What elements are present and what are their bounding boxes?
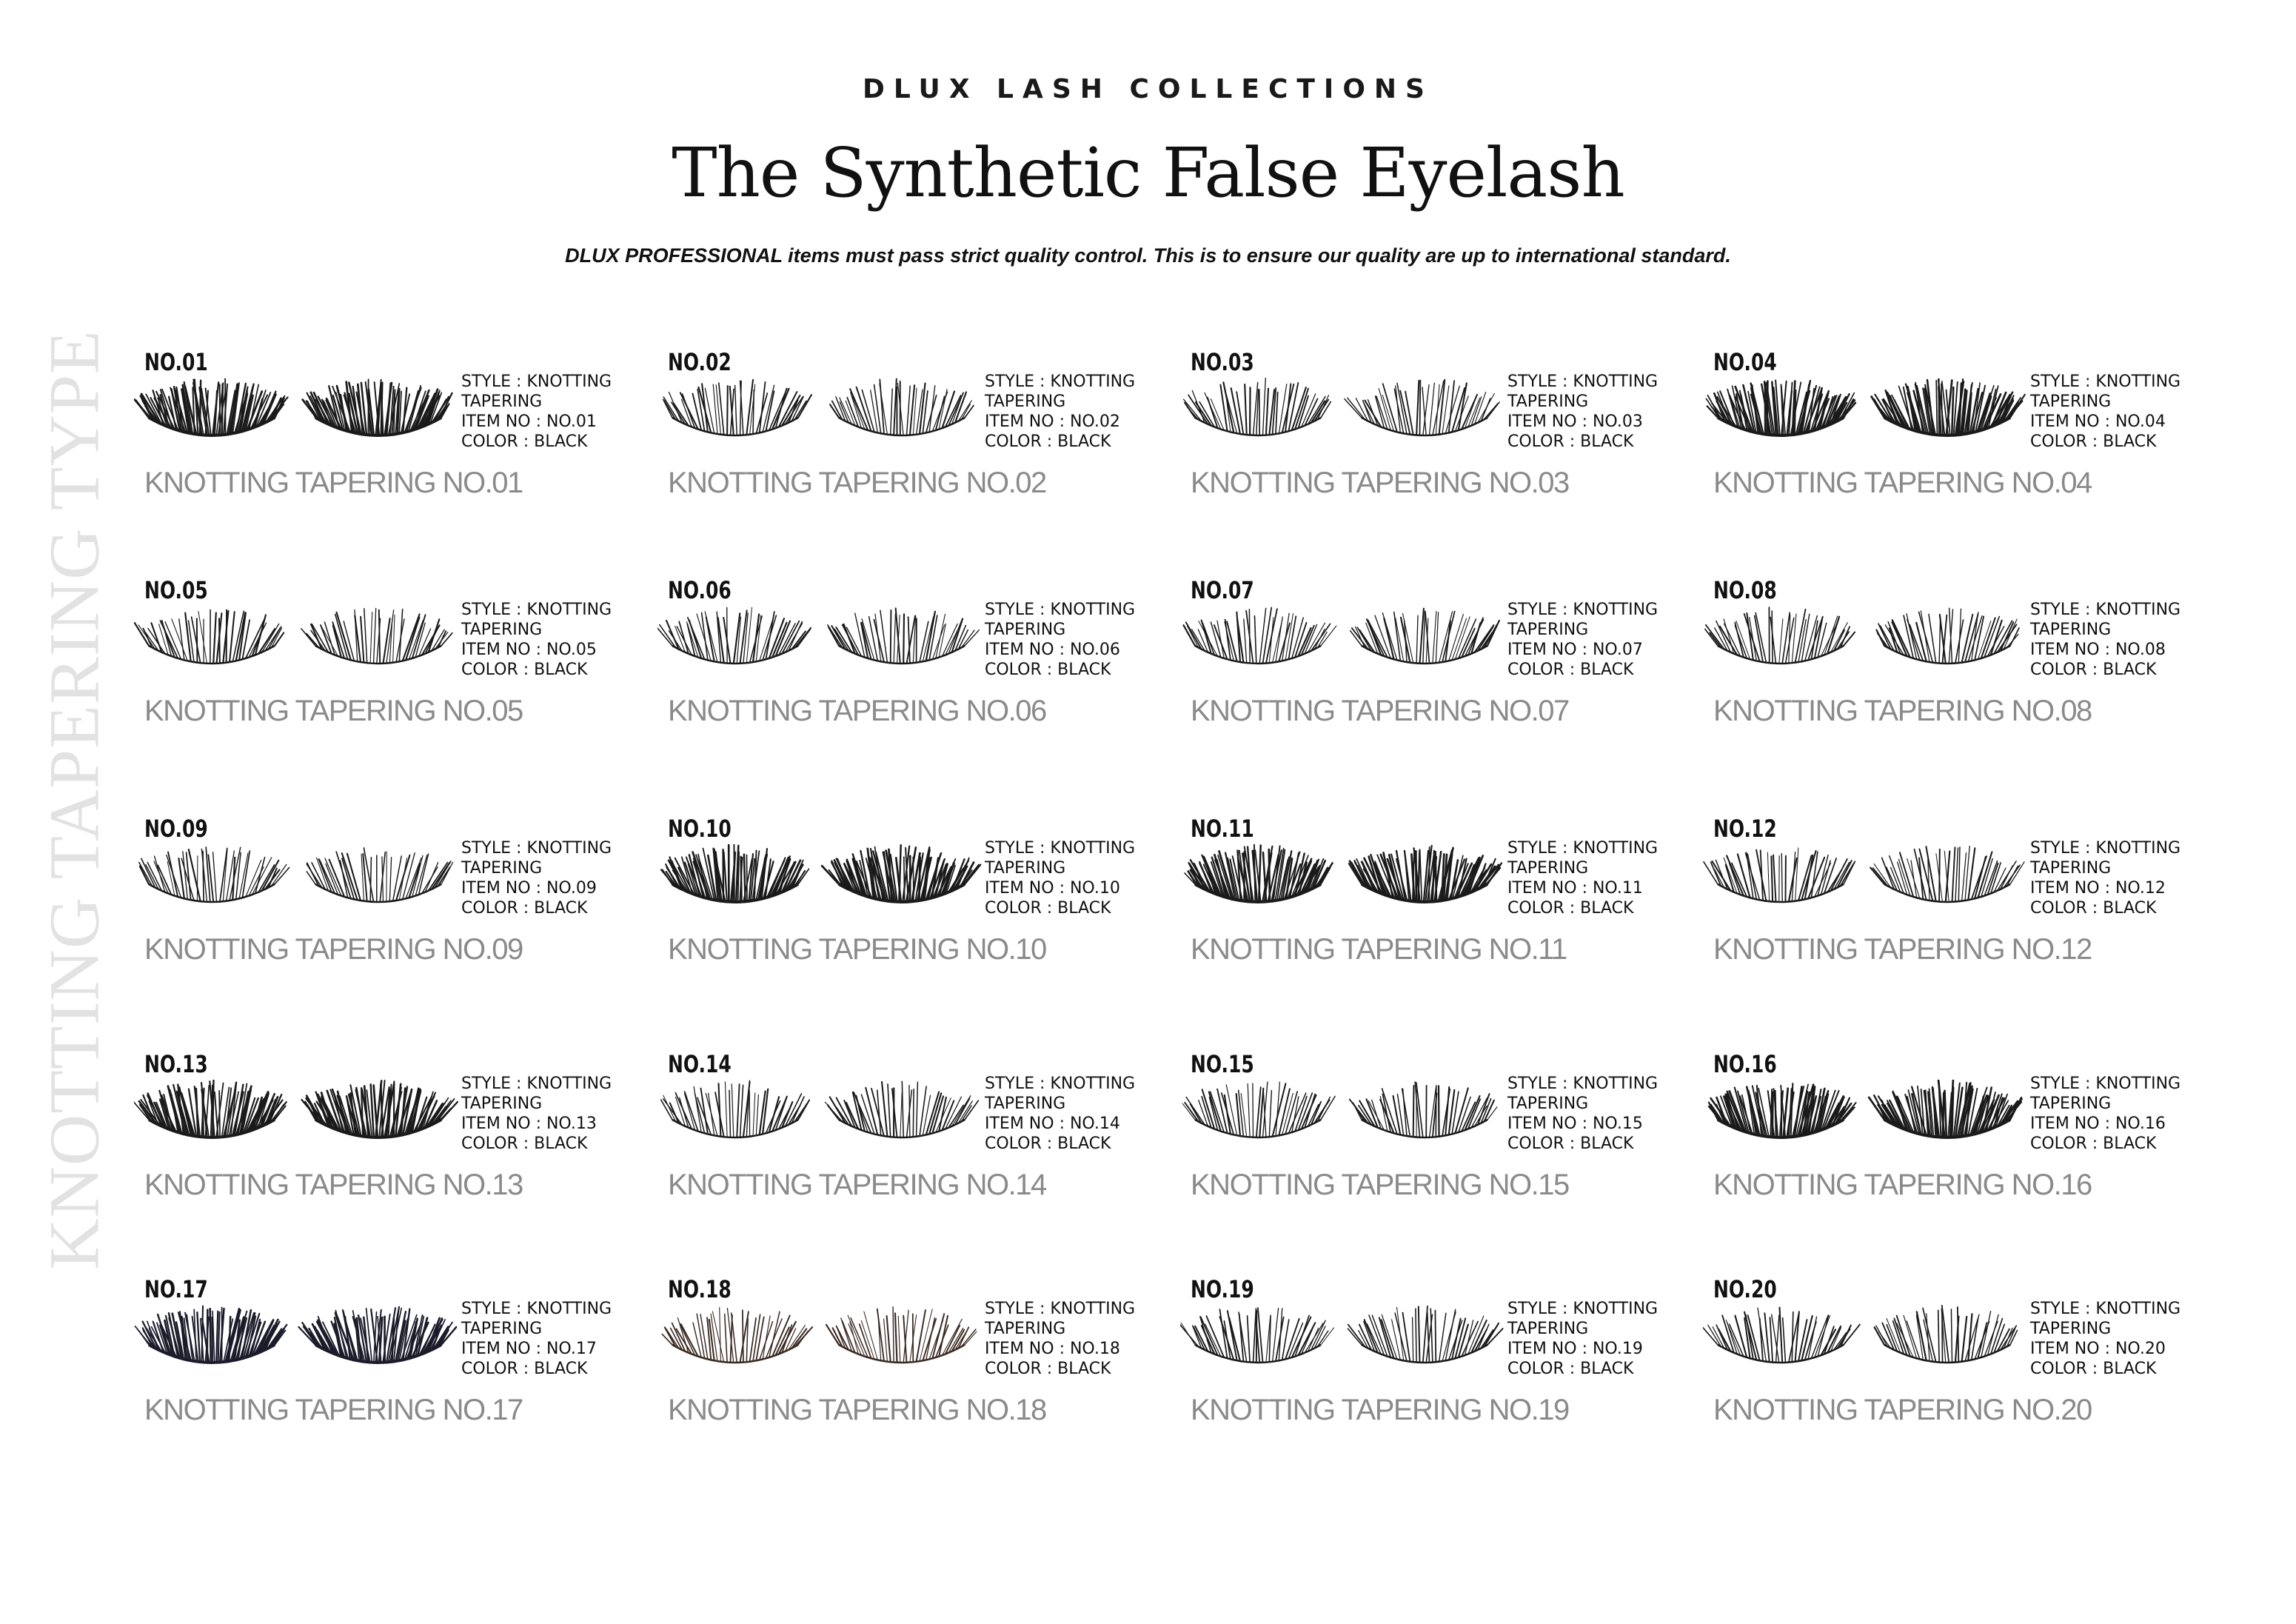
lash-strip-image [1870,846,2024,903]
lash-strip-image [1872,379,2025,435]
spec-style2: TAPERING [1507,859,1589,878]
product-caption: KNOTTING TAPERING NO.14 [668,1169,1046,1201]
spec-item: ITEM NO : NO.14 [985,1115,1120,1133]
spec-style2: TAPERING [1507,392,1589,411]
product-number: NO.07 [1191,576,1254,604]
product-card [1713,576,2217,754]
lash-pair-image [657,378,983,459]
lash-strip-image [1345,380,1499,435]
spec-style2: TAPERING [985,621,1066,639]
quality-statement: DLUX PROFESSIONAL items must pass strict quality control. This is to ensure our quality are up to international standard. [565,244,1731,267]
spec-style: STYLE : KNOTTING [461,1300,612,1318]
lash-strip-image [830,379,974,435]
spec-style2: TAPERING [2030,1095,2112,1113]
product-caption: KNOTTING TAPERING NO.13 [144,1169,523,1201]
lash-strip-image [825,1081,978,1137]
spec-style2: TAPERING [461,859,543,878]
product-specs [1507,838,1658,918]
spec-style2: TAPERING [2030,1320,2112,1338]
spec-item: ITEM NO : NO.07 [1507,641,1643,659]
product-number: NO.10 [668,815,732,843]
product-card [668,348,1171,526]
product-caption: KNOTTING TAPERING NO.01 [144,467,523,499]
product-number: NO.05 [144,576,208,604]
lash-pair-image [1703,1080,2029,1161]
spec-style2: TAPERING [461,621,543,639]
product-card [144,576,648,754]
product-caption: KNOTTING TAPERING NO.19 [1191,1394,1569,1426]
product-number: NO.04 [1713,348,1777,376]
spec-style: STYLE : KNOTTING [985,601,1136,619]
spec-style2: TAPERING [1507,1320,1589,1338]
product-number: NO.12 [1713,815,1777,843]
lash-strip-image [1876,608,2019,664]
lash-pair-image [134,378,460,459]
spec-style: STYLE : KNOTTING [461,372,612,391]
spec-style2: TAPERING [2030,621,2112,639]
product-specs [2030,600,2180,680]
lash-strip-image [661,844,809,902]
spec-color: COLOR : BLACK [461,432,588,451]
lash-strip-image [1704,848,1855,902]
lash-pair-image [1703,606,2029,687]
product-number: NO.09 [144,815,208,843]
product-card [1191,348,1694,526]
lash-pair-image [1180,844,1506,926]
spec-color: COLOR : BLACK [1507,1360,1634,1378]
spec-style2: TAPERING [985,392,1066,411]
spec-style2: TAPERING [1507,621,1589,639]
spec-color: COLOR : BLACK [985,1135,1111,1153]
product-specs [461,600,612,680]
lash-strip-image [1184,608,1336,664]
lash-strip-image [135,379,288,436]
lash-strip-image [1185,844,1333,902]
spec-item: ITEM NO : NO.17 [461,1340,597,1358]
spec-item: ITEM NO : NO.11 [1507,879,1643,898]
spec-style: STYLE : KNOTTING [461,839,612,858]
product-specs [461,1299,612,1379]
product-card [1191,1050,1694,1228]
spec-color: COLOR : BLACK [2030,661,2157,679]
spec-item: ITEM NO : NO.16 [2030,1115,2166,1133]
product-card [1191,576,1694,754]
page-title: The Synthetic False Eyelash [672,133,1624,213]
spec-item: ITEM NO : NO.09 [461,879,597,898]
product-specs [2030,838,2180,918]
spec-color: COLOR : BLACK [461,899,588,918]
lash-strip-image [1703,1308,1860,1363]
side-category-label: KNOTTING TAPERING TYPE [34,330,114,1270]
product-specs [461,372,612,452]
product-caption: KNOTTING TAPERING NO.10 [668,933,1046,966]
product-card [1713,348,2217,526]
spec-style: STYLE : KNOTTING [461,1075,612,1093]
spec-color: COLOR : BLACK [461,1360,588,1378]
spec-style: STYLE : KNOTTING [461,601,612,619]
spec-color: COLOR : BLACK [985,1360,1111,1378]
spec-item: ITEM NO : NO.12 [2030,879,2166,898]
lash-pair-image [657,844,983,926]
spec-style: STYLE : KNOTTING [2030,372,2181,391]
product-number: NO.14 [668,1050,732,1078]
spec-style: STYLE : KNOTTING [985,839,1136,858]
lash-strip-image [1184,378,1331,435]
product-card [668,1050,1171,1228]
spec-item: ITEM NO : NO.08 [2030,641,2166,659]
product-card [144,1050,648,1228]
lash-pair-image [1180,1080,1506,1161]
spec-style: STYLE : KNOTTING [2030,601,2181,619]
spec-item: ITEM NO : NO.04 [2030,412,2166,431]
spec-item: ITEM NO : NO.13 [461,1115,597,1133]
product-card [1191,815,1694,992]
lash-strip-image [307,848,452,902]
spec-color: COLOR : BLACK [985,661,1111,679]
lash-strip-image [1705,607,1855,664]
spec-style2: TAPERING [461,1095,543,1113]
lash-strip-image [1709,1083,1856,1137]
product-number: NO.18 [668,1275,732,1303]
spec-style: STYLE : KNOTTING [1507,372,1659,391]
product-specs [1507,600,1658,680]
lash-strip-image [303,379,452,435]
product-card [144,1275,648,1453]
spec-style: STYLE : KNOTTING [2030,1300,2181,1318]
lash-strip-image [1351,609,1499,664]
lash-strip-image [1180,1308,1334,1363]
lash-pair-image [657,606,983,687]
lash-pair-image [134,1305,460,1386]
spec-color: COLOR : BLACK [2030,1135,2157,1153]
product-specs [461,1074,612,1154]
spec-color: COLOR : BLACK [1507,899,1634,918]
lash-pair-image [1703,378,2029,459]
lash-strip-image [661,1080,809,1137]
product-caption: KNOTTING TAPERING NO.09 [144,933,523,966]
spec-item: ITEM NO : NO.02 [985,412,1120,431]
spec-item: ITEM NO : NO.19 [1507,1340,1643,1358]
product-caption: KNOTTING TAPERING NO.06 [668,695,1046,727]
spec-style: STYLE : KNOTTING [985,1300,1136,1318]
lash-pair-image [1180,1305,1506,1386]
spec-style: STYLE : KNOTTING [1507,601,1659,619]
product-number: NO.19 [1191,1275,1254,1303]
spec-style: STYLE : KNOTTING [1507,1075,1659,1093]
product-card [1713,815,2217,992]
spec-item: ITEM NO : NO.15 [1507,1115,1643,1133]
spec-color: COLOR : BLACK [2030,899,2157,918]
lash-pair-image [134,606,460,687]
lash-pair-image [1180,606,1506,687]
spec-item: ITEM NO : NO.10 [985,879,1120,898]
product-card [668,1275,1171,1453]
spec-color: COLOR : BLACK [985,432,1111,451]
lash-strip-image [135,1306,287,1363]
spec-item: ITEM NO : NO.06 [985,641,1120,659]
spec-style: STYLE : KNOTTING [985,372,1136,391]
product-caption: KNOTTING TAPERING NO.08 [1713,695,2092,727]
lash-strip-image [828,608,980,664]
brand-heading: DLUX LASH COLLECTIONS [863,74,1433,104]
product-card [668,576,1171,754]
product-caption: KNOTTING TAPERING NO.20 [1713,1394,2092,1426]
spec-item: ITEM NO : NO.18 [985,1340,1120,1358]
lash-pair-image [1703,1305,2029,1386]
spec-color: COLOR : BLACK [461,661,588,679]
product-caption: KNOTTING TAPERING NO.02 [668,467,1046,499]
product-specs [985,838,1135,918]
product-specs [461,838,612,918]
product-number: NO.03 [1191,348,1254,376]
spec-style2: TAPERING [985,859,1066,878]
spec-color: COLOR : BLACK [2030,1360,2157,1378]
lash-strip-image [1869,1080,2022,1137]
lash-pair-image [1703,844,2029,926]
product-number: NO.06 [668,576,732,604]
product-specs [985,600,1135,680]
product-card [1191,1275,1694,1453]
product-caption: KNOTTING TAPERING NO.15 [1191,1169,1569,1201]
product-number: NO.13 [144,1050,208,1078]
product-card [1713,1050,2217,1228]
product-number: NO.17 [144,1275,208,1303]
product-specs [2030,1299,2180,1379]
product-specs [985,1074,1135,1154]
product-caption: KNOTTING TAPERING NO.17 [144,1394,523,1426]
lash-pair-image [657,1305,983,1386]
lash-pair-image [657,1080,983,1161]
spec-color: COLOR : BLACK [2030,432,2157,451]
spec-item: ITEM NO : NO.01 [461,412,597,431]
spec-style2: TAPERING [461,1320,543,1338]
lash-strip-image [662,1308,812,1363]
lash-strip-image [1349,846,1502,902]
lash-strip-image [1875,1306,2018,1363]
spec-item: ITEM NO : NO.05 [461,641,597,659]
lash-strip-image [1706,381,1855,436]
spec-style2: TAPERING [985,1320,1066,1338]
spec-style2: TAPERING [985,1095,1066,1113]
product-card [144,815,648,992]
product-caption: KNOTTING TAPERING NO.11 [1191,933,1567,966]
product-specs [1507,372,1658,452]
spec-item: ITEM NO : NO.20 [2030,1340,2166,1358]
product-caption: KNOTTING TAPERING NO.18 [668,1394,1046,1426]
product-caption: KNOTTING TAPERING NO.04 [1713,467,2092,499]
lash-strip-image [1350,1082,1497,1137]
lash-strip-image [657,607,811,664]
product-number: NO.20 [1713,1275,1777,1303]
lash-pair-image [134,1080,460,1161]
lash-strip-image [822,845,980,902]
product-number: NO.08 [1713,576,1777,604]
lash-strip-image [134,1080,287,1137]
lash-strip-image [298,1307,456,1363]
product-card [144,348,648,526]
product-number: NO.15 [1191,1050,1254,1078]
product-caption: KNOTTING TAPERING NO.12 [1713,933,2092,966]
spec-style: STYLE : KNOTTING [1507,839,1659,858]
lash-strip-image [1348,1306,1503,1363]
product-number: NO.01 [144,348,208,376]
product-specs [985,1299,1135,1379]
product-caption: KNOTTING TAPERING NO.07 [1191,695,1569,727]
spec-color: COLOR : BLACK [1507,661,1634,679]
product-number: NO.11 [1191,815,1254,843]
spec-style: STYLE : KNOTTING [1507,1300,1659,1318]
product-number: NO.16 [1713,1050,1777,1078]
product-caption: KNOTTING TAPERING NO.16 [1713,1169,2092,1201]
spec-color: COLOR : BLACK [985,899,1111,918]
spec-style2: TAPERING [2030,859,2112,878]
spec-color: COLOR : BLACK [461,1135,588,1153]
product-card [668,815,1171,992]
spec-style: STYLE : KNOTTING [2030,1075,2181,1093]
product-caption: KNOTTING TAPERING NO.03 [1191,467,1569,499]
lash-strip-image [663,380,811,435]
lash-pair-image [1180,378,1506,459]
spec-style2: TAPERING [1507,1095,1589,1113]
spec-color: COLOR : BLACK [1507,1135,1634,1153]
spec-style2: TAPERING [2030,392,2112,411]
lash-strip-image [302,1080,458,1137]
spec-style: STYLE : KNOTTING [985,1075,1136,1093]
lash-pair-image [134,844,460,926]
lash-strip-image [826,1307,977,1363]
spec-item: ITEM NO : NO.03 [1507,412,1643,431]
product-specs [2030,1074,2180,1154]
product-caption: KNOTTING TAPERING NO.05 [144,695,523,727]
product-specs [1507,1299,1658,1379]
lash-strip-image [139,847,289,902]
spec-style: STYLE : KNOTTING [2030,839,2181,858]
product-card [1713,1275,2217,1453]
product-specs [2030,372,2180,452]
product-specs [1507,1074,1658,1154]
lash-strip-image [1182,1082,1335,1137]
lash-strip-image [301,609,452,664]
product-specs [985,372,1135,452]
spec-color: COLOR : BLACK [1507,432,1634,451]
product-number: NO.02 [668,348,732,376]
lash-strip-image [135,610,284,664]
spec-style2: TAPERING [461,392,543,411]
